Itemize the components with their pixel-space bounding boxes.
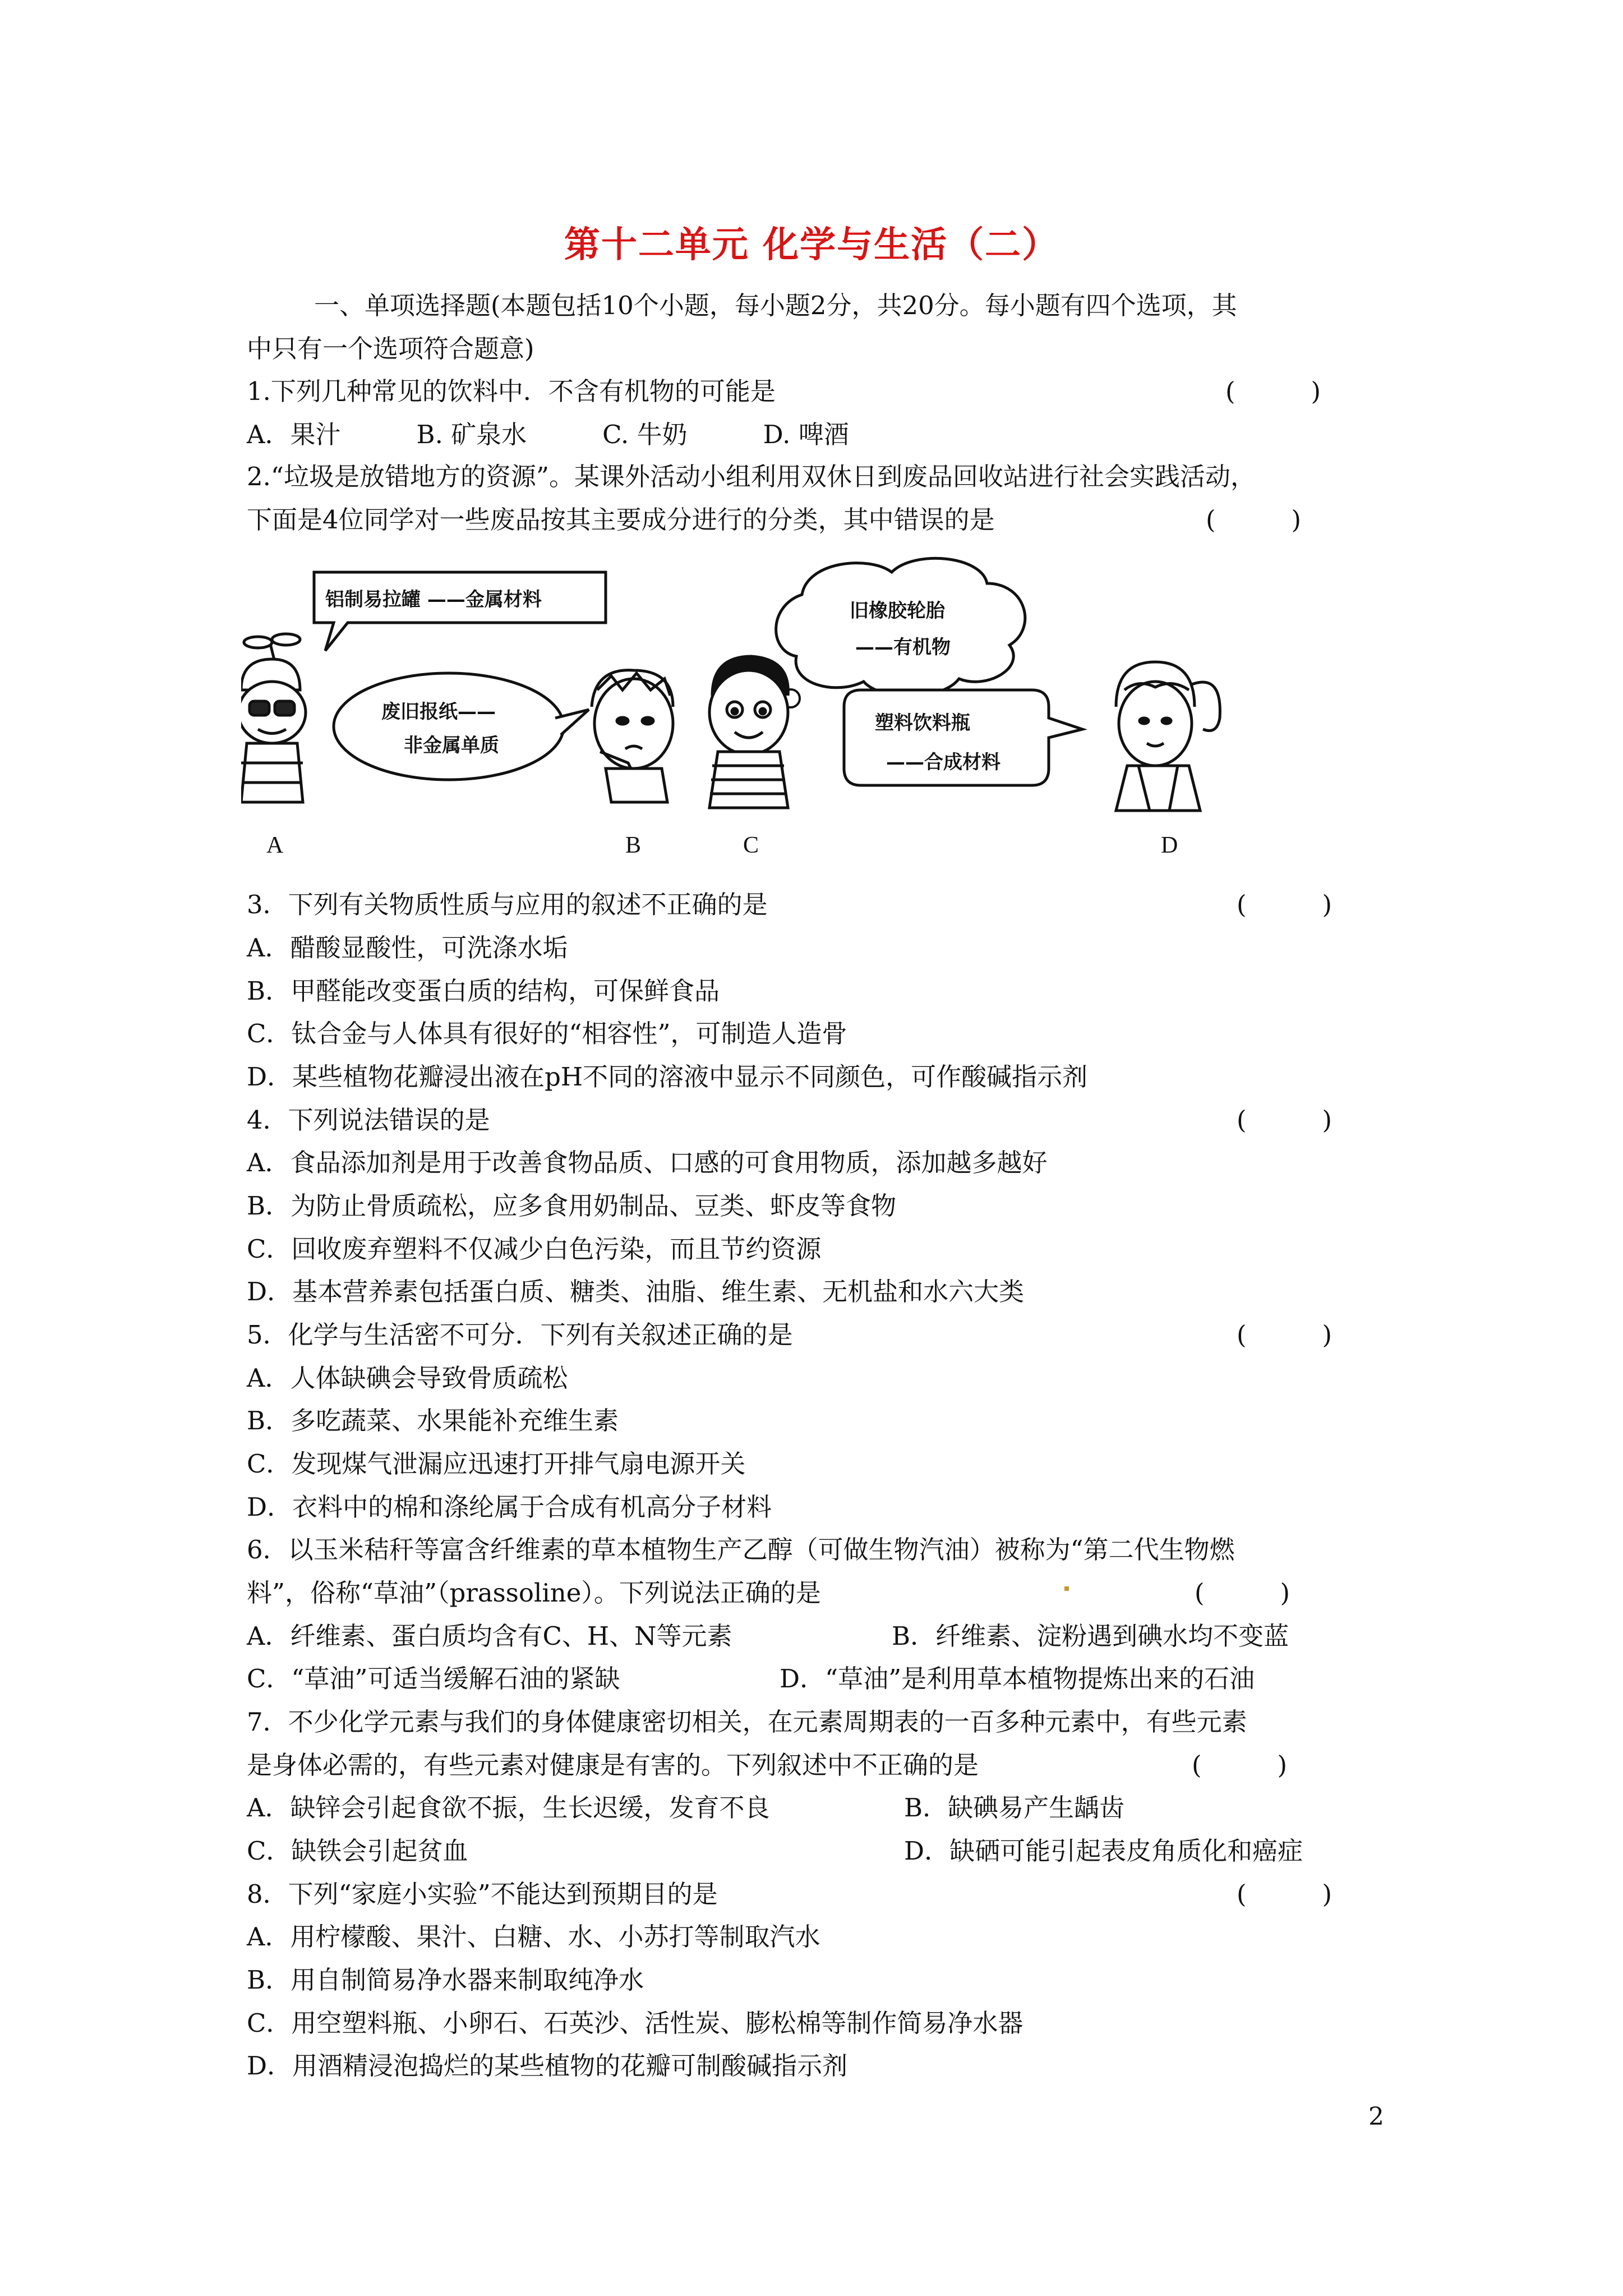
q4-answer-blank: ( ) <box>1237 1105 1332 1135</box>
page-title: 第十二单元 化学与生活（二） <box>564 224 1059 266</box>
q2-answer-blank: ( ) <box>1206 505 1302 535</box>
bubble-d-text-1: 塑料饮料瓶 <box>875 712 970 734</box>
bubble-c-text-1: 旧橡胶轮胎 <box>850 600 945 622</box>
q3-option-c: C．钛合金与人体具有很好的“相容性”，可制造人造骨 <box>247 1019 847 1048</box>
q1-stem: 1.下列几种常见的饮料中．不含有机物的可能是 <box>247 376 776 406</box>
q5-option-c: C．发现煤气泄漏应迅速打开排气扇电源开关 <box>247 1449 746 1479</box>
q6-stem-line2: 料”，俗称“草油”（prassoline）。下列说法正确的是 <box>247 1578 821 1608</box>
q6-option-d: D．“草油”是利用草本植物提炼出来的石油 <box>780 1664 1255 1694</box>
q5-answer-blank: ( ) <box>1237 1320 1332 1350</box>
q7-stem-line1: 7．不少化学元素与我们的身体健康密切相关，在元素周期表的一百多种元素中，有些元素 <box>247 1707 1247 1737</box>
bubble-a-text: 铝制易拉罐 ——金属材料 <box>325 588 542 611</box>
q7-option-c: C．缺铁会引起贫血 <box>247 1836 468 1866</box>
q7-option-b: B．缺碘易产生龋齿 <box>904 1793 1125 1823</box>
q7-stem-line2: 是身体必需的，有些元素对健康是有害的。下列叙述中不正确的是 <box>247 1750 979 1780</box>
q6-answer-blank: ( ) <box>1195 1578 1290 1608</box>
character-b <box>592 670 673 802</box>
q1-options: A．果汁 B. 矿泉水 C. 牛奶 D. 啤酒 <box>247 420 849 449</box>
q3-stem: 3．下列有关物质性质与应用的叙述不正确的是 <box>247 890 768 919</box>
q8-answer-blank: ( ) <box>1237 1879 1332 1909</box>
q6-option-c: C．“草油”可适当缓解石油的紧缺 <box>247 1664 620 1694</box>
bubble-a <box>314 572 606 651</box>
q8-option-d: D．用酒精浸泡捣烂的某些植物的花瓣可制酸碱指示剂 <box>247 2051 848 2081</box>
q4-option-a: A．食品添加剂是用于改善食物品质、口感的可食用物质，添加越多越好 <box>247 1148 1048 1177</box>
q2-stem-line2: 下面是4位同学对一些废品按其主要成分进行的分类，其中错误的是 <box>247 505 995 535</box>
q3-option-a: A．醋酸显酸性，可洗涤水垢 <box>247 933 568 963</box>
q1-answer-blank: ( ) <box>1225 376 1321 406</box>
q6-option-a: A．纤维素、蛋白质均含有C、H、N等元素 <box>247 1621 732 1651</box>
q6-option-b: B．纤维素、淀粉遇到碘水均不变蓝 <box>892 1621 1289 1651</box>
bubble-c-text-2: ——有机物 <box>855 636 951 659</box>
q5-option-a: A．人体缺碘会导致骨质疏松 <box>247 1363 568 1393</box>
bubble-d-text-2: ——合成材料 <box>886 751 1000 774</box>
q4-stem: 4．下列说法错误的是 <box>247 1105 490 1135</box>
q7-option-d: D．缺硒可能引起表皮角质化和癌症 <box>904 1836 1303 1866</box>
q3-option-b: B．甲醛能改变蛋白质的结构，可保鲜食品 <box>247 976 720 1006</box>
character-a <box>241 634 306 802</box>
q4-option-d: D．基本营养素包括蛋白质、糖类、油脂、维生素、无机盐和水六大类 <box>247 1277 1025 1306</box>
label-c: C <box>743 832 759 858</box>
q5-option-d: D．衣料中的棉和涤纶属于合成有机高分子材料 <box>247 1492 772 1522</box>
q8-option-b: B．用自制简易净水器来制取纯净水 <box>247 1965 644 1995</box>
bubble-b-text-2: 非金属单质 <box>404 734 499 757</box>
label-d: D <box>1161 832 1178 858</box>
label-a: A <box>266 832 284 858</box>
q5-option-b: B．多吃蔬菜、水果能补充维生素 <box>247 1406 619 1435</box>
q3-option-d: D．某些植物花瓣浸出液在pH不同的溶液中显示不同颜色，可作酸碱指示剂 <box>247 1062 1088 1092</box>
q8-stem: 8．下列“家庭小实验”不能达到预期目的是 <box>247 1879 718 1909</box>
cartoon-figure <box>241 550 1273 864</box>
q7-option-a: A．缺锌会引起食欲不振，生长迟缓，发育不良 <box>247 1793 770 1823</box>
q6-stem-line1: 6．以玉米秸秆等富含纤维素的草本植物生产乙醇（可做生物汽油）被称为“第二代生物燃 <box>247 1535 1235 1565</box>
q4-option-c: C．回收废弃塑料不仅减少白色污染，而且节约资源 <box>247 1234 822 1264</box>
q5-stem: 5．化学与生活密不可分．下列有关叙述正确的是 <box>247 1320 793 1350</box>
q8-option-c: C．用空塑料瓶、小卵石、石英沙、活性炭、膨松棉等制作简易净水器 <box>247 2008 1023 2038</box>
q2-stem-line1: 2.“垃圾是放错地方的资源”。某课外活动小组利用双休日到废品回收站进行社会实践活动， <box>247 462 1256 491</box>
stray-dot <box>1064 1586 1069 1591</box>
q3-answer-blank: ( ) <box>1237 890 1332 919</box>
bubble-b <box>334 673 589 780</box>
section-intro-line1: 一、单项选择题(本题包括10个小题，每小题2分，共20分。每小题有四个选项，其 <box>314 291 1237 320</box>
q4-option-b: B．为防止骨质疏松，应多食用奶制品、豆类、虾皮等食物 <box>247 1191 897 1221</box>
character-d <box>1116 662 1220 811</box>
bubble-d <box>844 690 1082 785</box>
section-intro-line2: 中只有一个选项符合题意) <box>247 334 534 364</box>
bubble-b-text-1: 废旧报纸—— <box>381 701 496 723</box>
q8-option-a: A．用柠檬酸、果汁、白糖、水、小苏打等制取汽水 <box>247 1922 820 1952</box>
page-number: 2 <box>1368 2102 1384 2131</box>
character-c <box>709 656 788 808</box>
q7-answer-blank: ( ) <box>1192 1750 1288 1780</box>
label-b: B <box>625 832 642 858</box>
